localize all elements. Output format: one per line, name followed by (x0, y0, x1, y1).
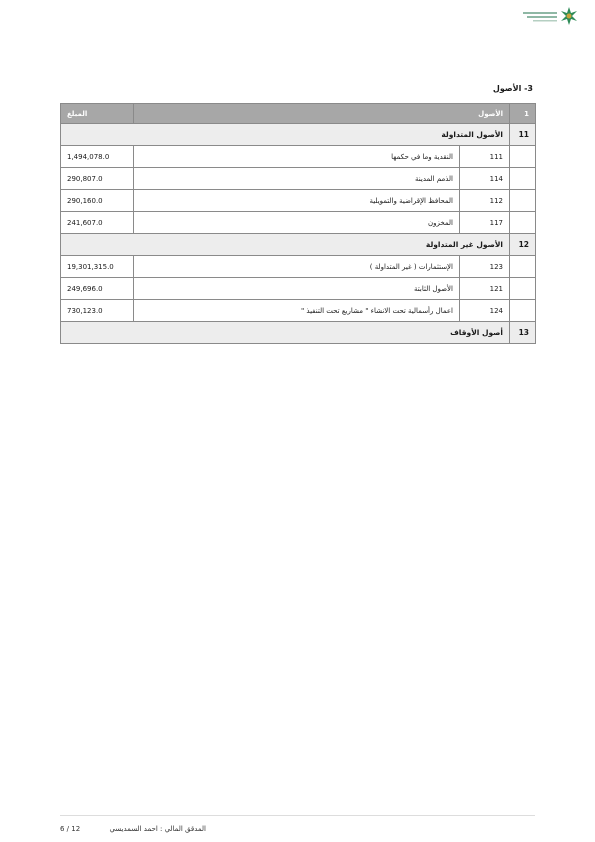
table-row (61, 300, 536, 322)
item-code: 124 (460, 300, 510, 322)
item-code: 123 (460, 256, 510, 278)
empty-cell (510, 146, 536, 168)
table-header-row (61, 104, 536, 124)
header-amount: المبلغ (61, 104, 134, 124)
item-name: اعمال رأسمالية تحت الانشاء " مشاريع تحت التنفيذ " (134, 300, 460, 322)
item-name: المخزون (134, 212, 460, 234)
item-amount: 290,160.0 (61, 190, 134, 212)
item-name: الذمم المدينة (134, 168, 460, 190)
item-code: 114 (460, 168, 510, 190)
empty-cell (510, 212, 536, 234)
empty-cell (510, 300, 536, 322)
star-emblem-icon (561, 7, 577, 25)
empty-cell (510, 256, 536, 278)
group-label: الأصول غير المتداولة (61, 234, 510, 256)
table-row (61, 278, 536, 300)
group-row-endowment-assets (61, 322, 536, 344)
item-amount: 730,123.0 (61, 300, 134, 322)
item-amount: 19,301,315.0 (61, 256, 134, 278)
item-name: الإستثمارات ( غير المتداولة ) (134, 256, 460, 278)
item-code: 121 (460, 278, 510, 300)
assets-table (60, 103, 536, 344)
table-row (61, 190, 536, 212)
item-name: الأصول الثابتة (134, 278, 460, 300)
group-row-current-assets (61, 124, 536, 146)
group-row-non-current-assets (61, 234, 536, 256)
group-num: 13 (510, 322, 536, 344)
group-label: الأصول المتداولة (61, 124, 510, 146)
footer-divider (60, 815, 535, 816)
table-row (61, 146, 536, 168)
item-amount: 241,607.0 (61, 212, 134, 234)
group-num: 11 (510, 124, 536, 146)
empty-cell (510, 168, 536, 190)
empty-cell (510, 190, 536, 212)
group-label: أصول الأوقاف (61, 322, 510, 344)
item-code: 111 (460, 146, 510, 168)
footer-auditor: المدقق المالي : احمد السمديسي (109, 825, 206, 833)
table-row (61, 168, 536, 190)
item-name: المحافظ الإقراضية والتمويلية (134, 190, 460, 212)
page-number: 6 / 12 (60, 825, 81, 833)
ministry-logo (521, 6, 579, 26)
header-title: الأصول (134, 104, 510, 124)
table-row (61, 256, 536, 278)
item-amount: 249,696.0 (61, 278, 134, 300)
item-code: 117 (460, 212, 510, 234)
empty-cell (510, 278, 536, 300)
item-amount: 290,807.0 (61, 168, 134, 190)
table-row (61, 212, 536, 234)
item-amount: 1,494,078.0 (61, 146, 134, 168)
header-num: 1 (510, 104, 536, 124)
item-name: النقدية وما في حكمها (134, 146, 460, 168)
section-title: 3- الأصول (492, 84, 533, 93)
item-code: 112 (460, 190, 510, 212)
group-num: 12 (510, 234, 536, 256)
